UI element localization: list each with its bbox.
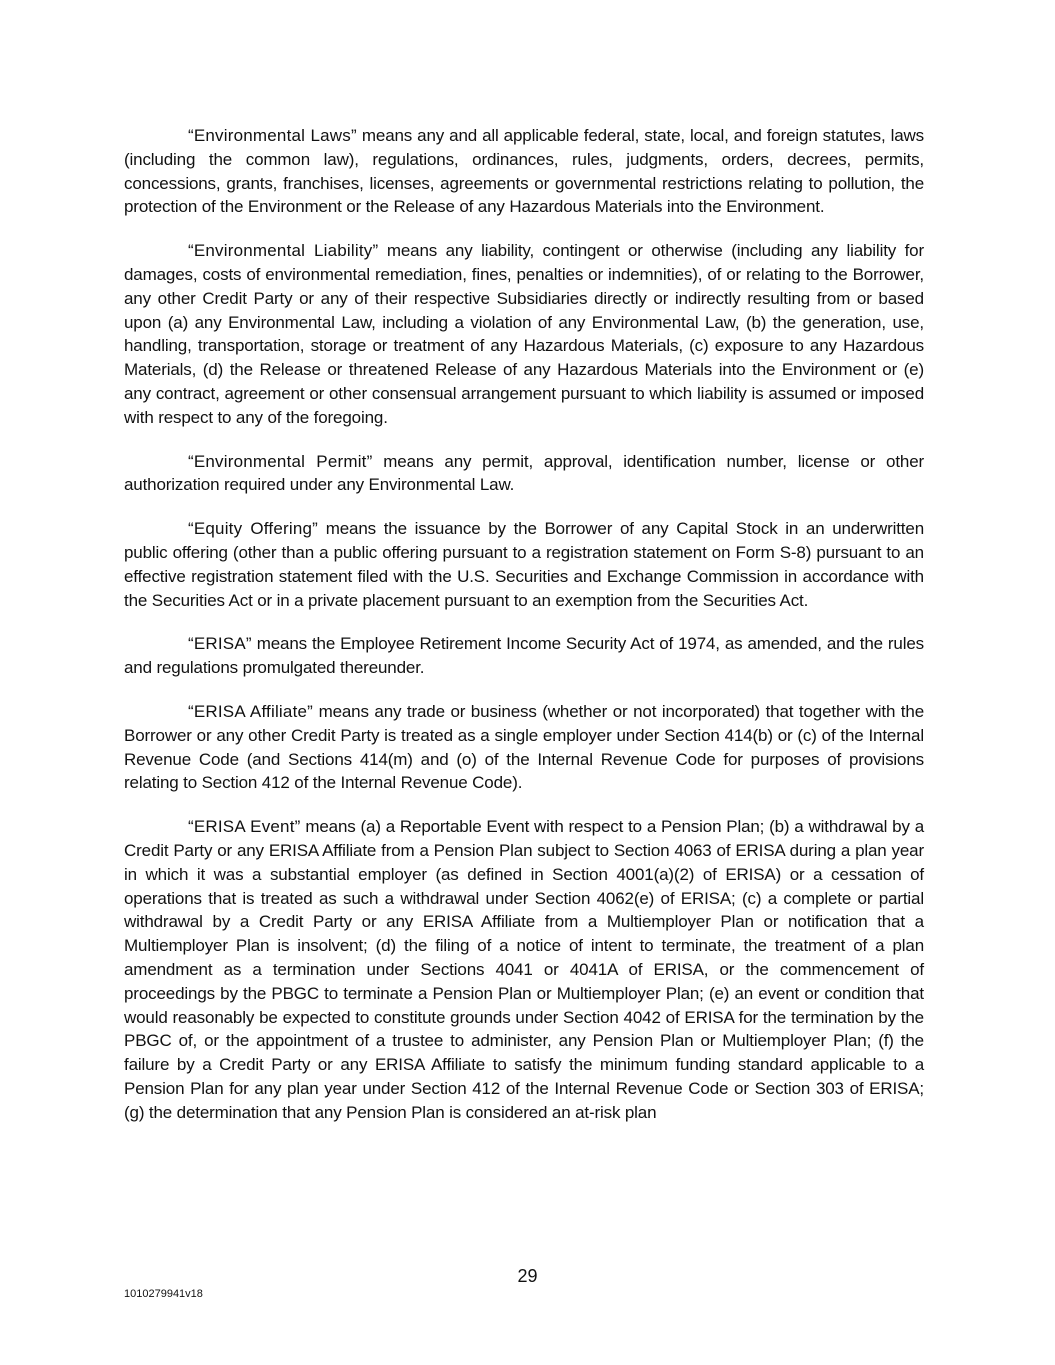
defined-term: “Environmental Laws” bbox=[188, 126, 357, 145]
definition-text: means any permit, approval, identification number, license or other authorization required under any Environmental Law. bbox=[124, 451, 925, 495]
defined-term: “Equity Offering” bbox=[188, 519, 318, 539]
definition-erisa-affiliate bbox=[124, 700, 924, 795]
defined-term: “ERISA” bbox=[188, 634, 252, 654]
definition-equity-offering bbox=[124, 517, 924, 612]
definition-erisa bbox=[124, 632, 924, 680]
defined-term: “Environmental Liability” bbox=[188, 241, 379, 261]
definition-text: means the Employee Retirement Income Security Act of 1974, as amended, and the rules and regulations promulgated thereunder. bbox=[124, 634, 924, 678]
definition-text: means (a) a Reportable Event with respect to a Pension Plan; (b) a withdrawal by a Credit Party or any ERISA Affiliate from a Pension Plan subject to Section 4063 of ERISA during a plan year in which it was a substantial employer (as defined in Section 4001(a)(2) of ERISA) or a cessation of operations that is treated as such a withdrawal under Section 4062(e) of ERISA; (c) a complete or partial withdrawal by a Credit Party or any ERISA Affiliate from a Multiemployer Plan or notification that a Multiemployer Plan is insolvent; (d) the filing of a notice of intent to terminate, the treatment of a plan amendment as a termination under Sections 4041 or 4041A of ERISA, or the commencement of proceedings by the PBGC to terminate a Pension Plan or Multiemployer Plan; (e) an event or condition that would reasonably be expected to constitute grounds under Section 4042 of ERISA for the termination by the PBGC of, or the appointment of a trustee to administer, any Pension Plan or Multiemployer Plan; (f) the failure by a Credit Party or any ERISA Affiliate to satisfy the minimum funding standard applicable to a Pension Plan for any plan year under Section 412 of the Internal Revenue Code or Section 303 of ERISA; (g) the determination that any Pension Plan is considered an at-risk plan bbox=[124, 817, 924, 1122]
definition-text: means any and all applicable federal, state, local, and foreign statutes, laws (including the common law), regulations, ordinances, rules, judgments, orders, decrees, permits, concessions, grants, franchises, licenses, agreements or governmental restrictions relating to pollution, the protection of the Environment or the Release of any Hazardous Materials into the Environment. bbox=[124, 126, 924, 217]
document-body bbox=[124, 124, 924, 1144]
defined-term: “ERISA Affiliate” bbox=[188, 701, 314, 721]
definition-environmental-permit bbox=[124, 450, 924, 498]
definition-text: means the issuance by the Borrower of any Capital Stock in an underwritten public offering (other than a public offering pursuant to a registration statement on Form S-8) pursuant to an effective registration statement filed with the U.S. Securities and Exchange Commission in accordance with the Securities Act or in a private placement pursuant to an exemption from the Securities Act. bbox=[124, 519, 924, 610]
page-number: 29 bbox=[517, 1266, 538, 1286]
definition-erisa-event bbox=[124, 815, 924, 1124]
document-id: 1010279941v18 bbox=[124, 1288, 203, 1300]
defined-term: “ERISA Event” bbox=[188, 817, 301, 837]
definition-environmental-laws bbox=[124, 124, 924, 219]
definition-text: means any trade or business (whether or not incorporated) that together with the Borrower or any other Credit Party is treated as a single employer under Section 414(b) or (c) of the Internal Revenue Code (and Sections 414(m) and (o) of the Internal Revenue Code for purposes of provisions relating to Section 412 of the Internal Revenue Code). bbox=[124, 701, 924, 793]
definition-text: means any liability, contingent or otherwise (including any liability for damages, costs of environmental remediation, fines, penalties or indemnities), of or relating to the Borrower, any other Credit Party or any of their respective Subsidiaries directly or indirectly resulting from or based upon (a) any Environmental Law, including a violation of any Environmental Law, (b) the generation, use, handling, transportation, storage or treatment of any Hazardous Materials, (c) exposure to any Hazardous Materials, (d) the Release or threatened Release of any Hazardous Materials into the Environment or (e) any contract, agreement or other consensual arrangement pursuant to which liability is assumed or imposed with respect to any of the foregoing. bbox=[124, 241, 925, 427]
defined-term: “Environmental Permit” bbox=[188, 451, 373, 471]
definition-environmental-liability bbox=[124, 239, 924, 429]
